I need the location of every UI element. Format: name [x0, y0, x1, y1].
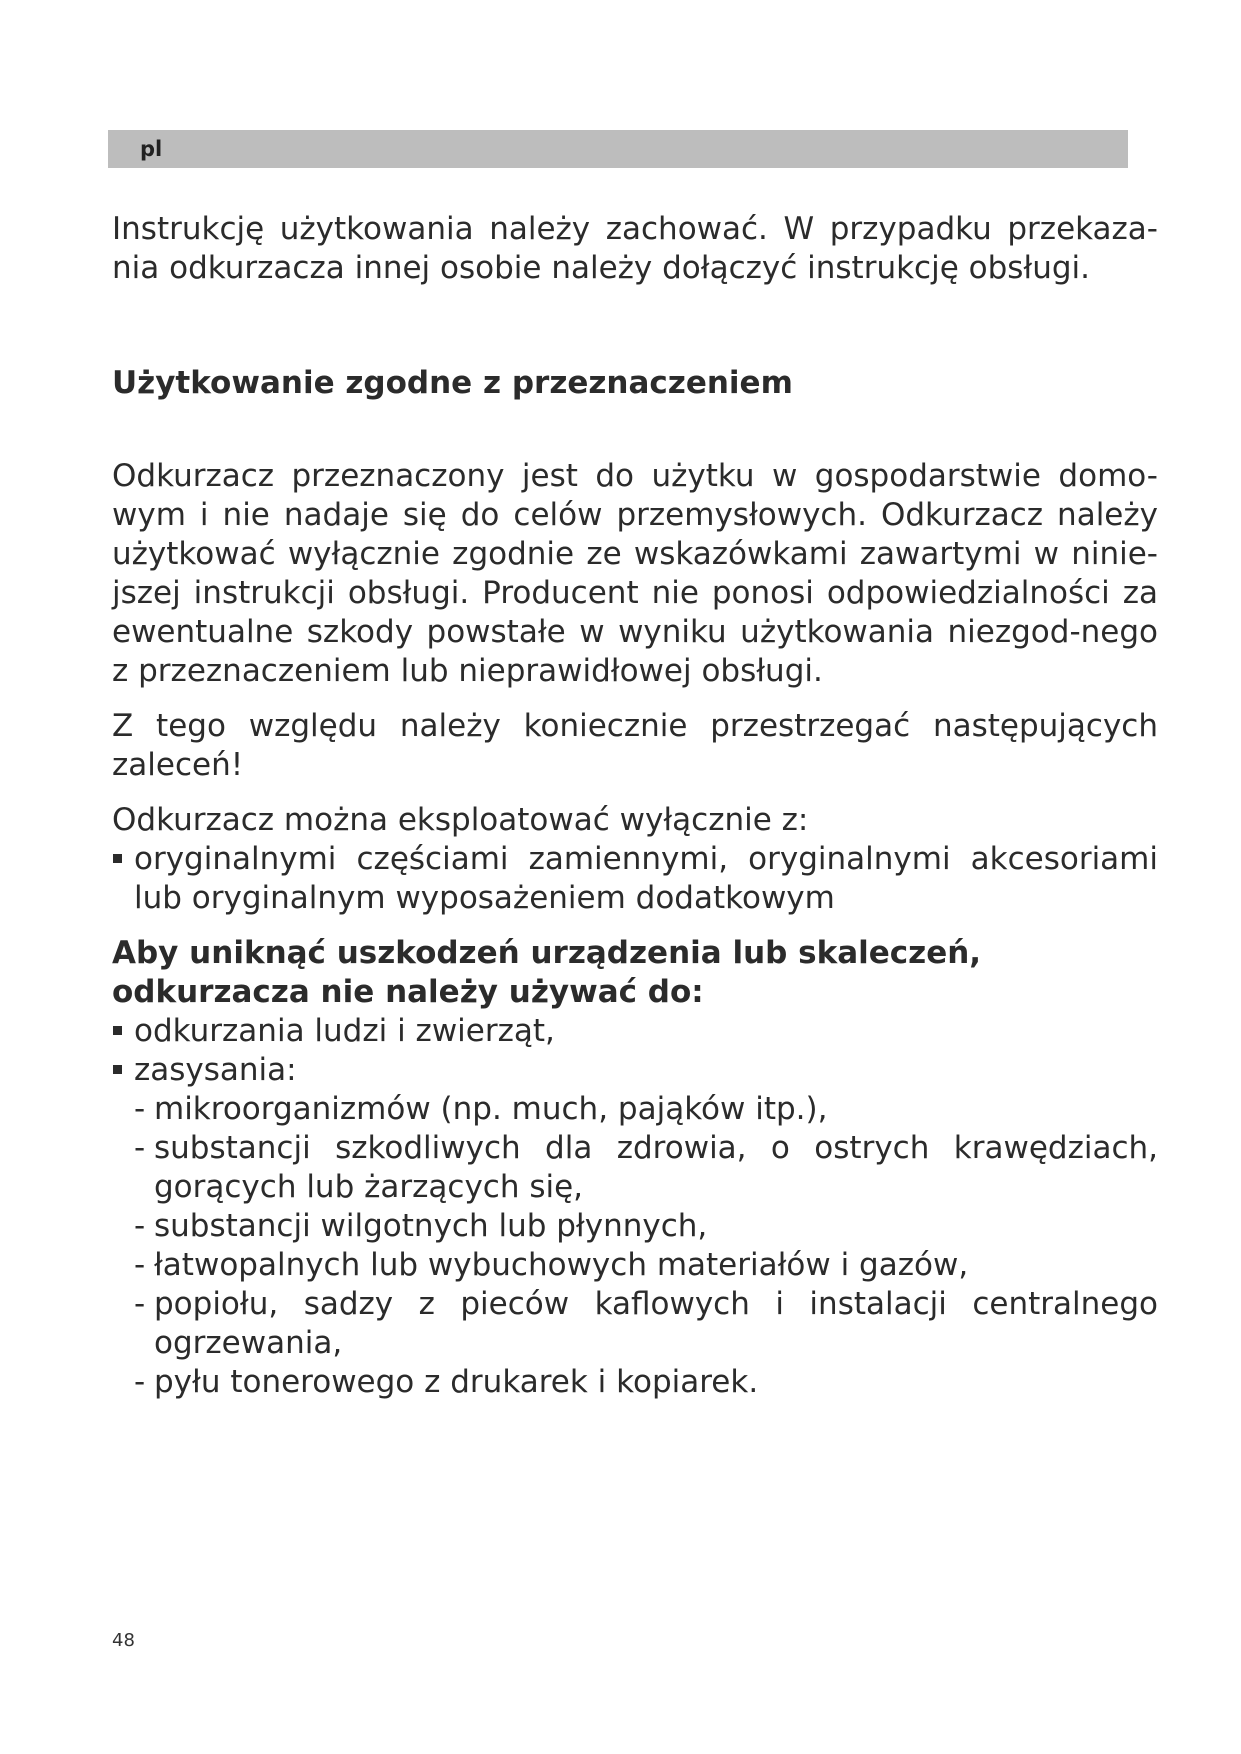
list-item-text: odkurzania ludzi i zwierząt,	[134, 1013, 555, 1049]
document-body	[112, 210, 1158, 1402]
sublist-item-text: substancji szkodliwych dla zdrowia, o ostrych krawędziach, gorących lub żarzących się,	[154, 1130, 1158, 1205]
language-header-bar	[108, 130, 1128, 168]
allowed-list	[112, 840, 1158, 918]
sublist-item-text: substancji wilgotnych lub płynnych,	[154, 1208, 708, 1244]
allowed-use-intro: Odkurzacz można eksploatować wyłącznie z:	[112, 802, 809, 838]
sublist-item	[112, 1207, 1158, 1246]
list-item	[112, 1051, 1158, 1402]
language-code: pl	[140, 137, 163, 161]
sublist-item	[112, 1246, 1158, 1285]
dash-marker: -	[134, 1247, 146, 1283]
sublist-item-text: mikroorganizmów (np. much, pająków itp.),	[154, 1091, 828, 1127]
suction-sublist	[112, 1090, 1158, 1402]
square-bullet-icon	[113, 1065, 122, 1074]
sublist-item-text: popiołu, sadzy z pieców kaflowych i instalacji centralnego ogrzewania,	[154, 1286, 1158, 1361]
square-bullet-icon	[113, 854, 122, 863]
list-item-text: zasysania:	[134, 1052, 297, 1088]
dash-marker: -	[134, 1364, 146, 1400]
dash-marker: -	[134, 1286, 146, 1322]
page-number: 48	[112, 1630, 135, 1651]
prohibited-list	[112, 1012, 1158, 1402]
sublist-item	[112, 1363, 1158, 1402]
square-bullet-icon	[113, 1026, 122, 1035]
sublist-item	[112, 1285, 1158, 1363]
warning-paragraph: Aby uniknąć uszkodzeń urządzenia lub skaleczeń, odkurzacza nie należy używać do:	[112, 935, 982, 1010]
intro-paragraph: Instrukcję użytkowania należy zachować. W przypadku przekaza-nia odkurzacza innej osobie należy dołączyć instrukcję obsługi.	[112, 211, 1158, 286]
list-item-text: oryginalnymi częściami zamiennymi, oryginalnymi akcesoriami lub oryginalnym wyposażeniem dodatkowym	[134, 841, 1158, 916]
list-item	[112, 840, 1158, 918]
dash-marker: -	[134, 1091, 146, 1127]
section-heading: Użytkowanie zgodne z przeznaczeniem	[112, 365, 793, 401]
sublist-item	[112, 1090, 1158, 1129]
recommendation-paragraph: Z tego względu należy koniecznie przestrzegać następujących zaleceń!	[112, 708, 1158, 783]
sublist-item	[112, 1129, 1158, 1207]
sublist-item-text: łatwopalnych lub wybuchowych materiałów i gazów,	[154, 1247, 969, 1283]
list-item	[112, 1012, 1158, 1051]
dash-marker: -	[134, 1208, 146, 1244]
intended-use-paragraph: Odkurzacz przeznaczony jest do użytku w gospodarstwie domo-wym i nie nadaje się do celów przemysłowych. Odkurzacz należy użytkować wyłącznie zgodnie ze wskazówkami zawartymi w ninie-jszej instrukcji obsługi. Producent nie ponosi odpowiedzialności za ewentualne szkody powstałe w wyniku użytkowania niezgod-nego z przeznaczeniem lub nieprawidłowej obsługi.	[112, 458, 1158, 689]
sublist-item-text: pyłu tonerowego z drukarek i kopiarek.	[154, 1364, 759, 1400]
dash-marker: -	[134, 1130, 146, 1166]
